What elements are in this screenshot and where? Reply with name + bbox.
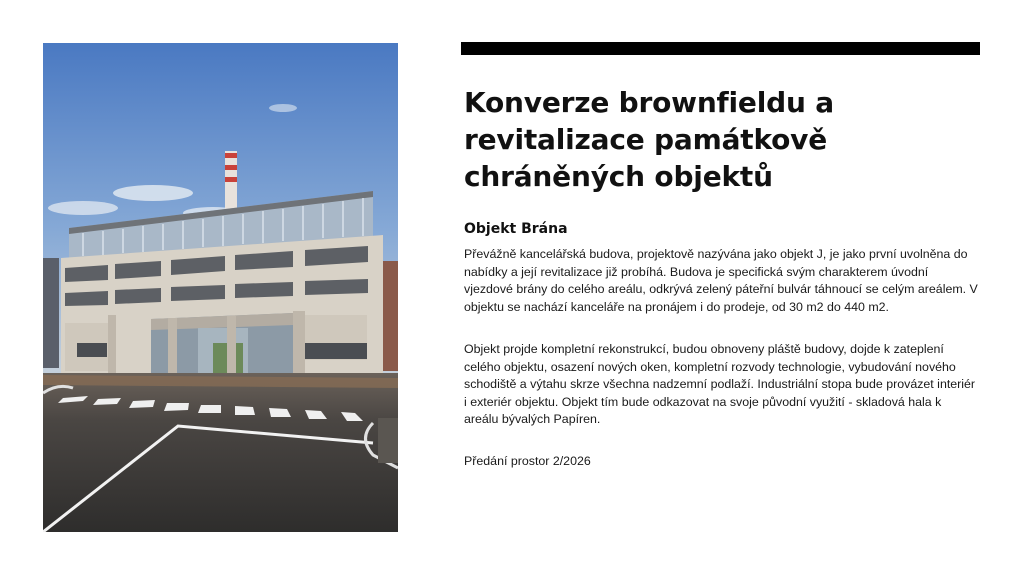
reconstruction-paragraph: Objekt projde kompletní rekonstrukcí, budou obnoveny pláště budovy, dojde k zateplení celého objektu, osazení nových oken, kompletní rozvody technologie, vybudování nového schodiště a výtahu skrze všechna nadzemní podlaží. Industriální stopa bude provázet interiér i exteriér objektu. Objekt tím bude odkazovat na svoje původní využití - skladová hala k areálu bývalých Papíren. xyxy=(464,342,976,427)
handover-date: Předání prostor 2/2026 xyxy=(464,454,591,468)
slide-title: Konverze brownfieldu a revitalizace památkově chráněných objektů xyxy=(464,86,834,193)
description-paragraph: Převážně kancelářská budova, projektově nazývána jako objekt J, je jako první uvolněna do nabídky a její revitalizace již probíhá. Budova je specifická svým charakterem úvodní vjezdové brány do celého areálu, odkrývá zelený páteřní bulvár táhnoucí se celým areálem. V objektu se nachází kanceláře na pronájem i do prodeje, od 30 m2 do 440 m2. xyxy=(464,247,978,314)
section-heading: Objekt Brána xyxy=(464,221,568,237)
building-illustration xyxy=(43,43,398,532)
building-rendering-image xyxy=(43,43,398,532)
accent-bar xyxy=(461,42,980,55)
